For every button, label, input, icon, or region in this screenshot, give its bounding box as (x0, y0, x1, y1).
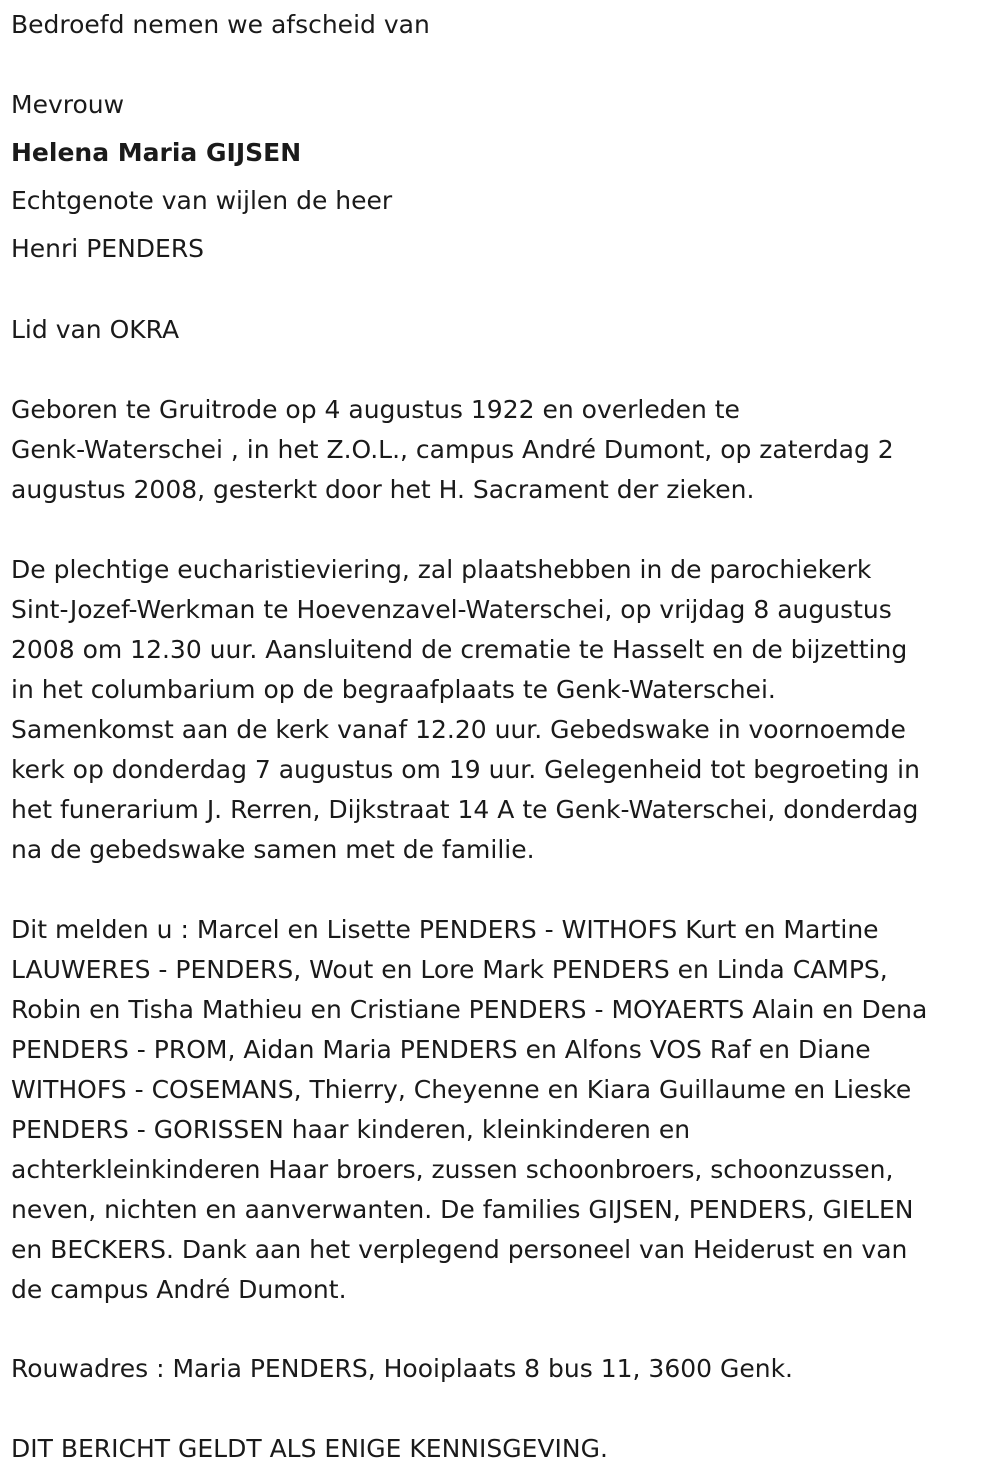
paragraph-line: WITHOFS - COSEMANS, Thierry, Cheyenne en Kiara Guillaume en Lieske (11, 1075, 912, 1104)
paragraph-line: neven, nichten en aanverwanten. De families GIJSEN, PENDERS, GIELEN (11, 1195, 914, 1224)
intro-text: Bedroefd nemen we afscheid van (11, 10, 430, 39)
paragraph-line: achterkleinkinderen Haar broers, zussen schoonbroers, schoonzussen, (11, 1155, 894, 1184)
paragraph-line: de campus André Dumont. (11, 1275, 347, 1304)
deceased-name: Helena Maria GIJSEN (11, 138, 302, 167)
paragraph-line: De plechtige eucharistieviering, zal plaatshebben in de parochiekerk (11, 555, 872, 584)
paragraph-line: Samenkomst aan de kerk vanaf 12.20 uur. Gebedswake in voornoemde (11, 715, 906, 744)
paragraph-line: Robin en Tisha Mathieu en Cristiane PENDERS - MOYAERTS Alain en Dena (11, 995, 928, 1024)
paragraph-line: LAUWERES - PENDERS, Wout en Lore Mark PENDERS en Linda CAMPS, (11, 955, 888, 984)
salutation: Mevrouw (11, 90, 125, 119)
ceremony-paragraph (11, 550, 996, 870)
birth-death-paragraph (11, 390, 996, 510)
paragraph-line: PENDERS - GORISSEN haar kinderen, kleinkinderen en (11, 1115, 691, 1144)
paragraph-line: na de gebedswake samen met de familie. (11, 835, 535, 864)
mourning-address: Rouwadres : Maria PENDERS, Hooiplaats 8 bus 11, 3600 Genk. (11, 1354, 794, 1383)
paragraph-line: het funerarium J. Rerren, Dijkstraat 14 A te Genk-Waterschei, donderdag (11, 795, 919, 824)
family-paragraph (11, 910, 996, 1310)
spouse-line-1: Echtgenote van wijlen de heer (11, 186, 393, 215)
paragraph-line: Sint-Jozef-Werkman te Hoevenzavel-Waterschei, op vrijdag 8 augustus (11, 595, 892, 624)
paragraph-line: en BECKERS. Dank aan het verplegend personeel van Heiderust en van (11, 1235, 908, 1264)
paragraph-line: Dit melden u : Marcel en Lisette PENDERS - WITHOFS Kurt en Martine (11, 915, 879, 944)
membership: Lid van OKRA (11, 315, 180, 344)
paragraph-line: PENDERS - PROM, Aidan Maria PENDERS en Alfons VOS Raf en Diane (11, 1035, 871, 1064)
paragraph-line: 2008 om 12.30 uur. Aansluitend de crematie te Hasselt en de bijzetting (11, 635, 908, 664)
paragraph-line: Geboren te Gruitrode op 4 augustus 1922 en overleden te (11, 395, 740, 424)
paragraph-line: kerk op donderdag 7 augustus om 19 uur. Gelegenheid tot begroeting in (11, 755, 920, 784)
paragraph-line: augustus 2008, gesterkt door het H. Sacrament der zieken. (11, 475, 755, 504)
paragraph-line: Genk-Waterschei , in het Z.O.L., campus André Dumont, op zaterdag 2 (11, 435, 894, 464)
notice-text: DIT BERICHT GELDT ALS ENIGE KENNISGEVING. (11, 1434, 608, 1463)
paragraph-line: in het columbarium op de begraafplaats te Genk-Waterschei. (11, 675, 776, 704)
spouse-line-2: Henri PENDERS (11, 234, 205, 263)
